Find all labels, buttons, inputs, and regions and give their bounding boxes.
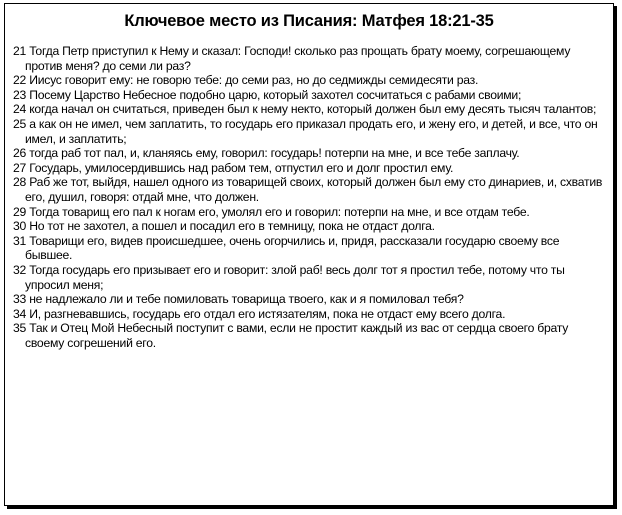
verse-25: 25 а как он не имел, чем заплатить, то государь его приказал продать его, и жену его, и детей, и все, что он имел, и заплатить; — [13, 116, 598, 146]
verse-26: 26 тогда раб тот пал, и, кланяясь ему, говорил: государь! потерпи на мне, и все тебе заплачу. — [13, 146, 520, 161]
verse-33: 33 не надлежало ли и тебе помиловать товарища твоего, как и я помиловал тебя? — [13, 292, 464, 307]
verse-21: 21 Тогда Петр приступил к Нему и сказал: Господи! сколько раз прощать брату моему, согрешающему против меня? до семи ли раз? — [13, 44, 571, 73]
passage-title: Ключевое место из Писания: Матфея 18:21-35 — [124, 12, 494, 30]
verse-27: 27 Государь, умилосердившись над рабом тем, отпустил его и долг простил ему. — [13, 160, 454, 175]
verse-23: 23 Посему Царство Небесное подобно царю, который захотел сосчитаться с рабами своими; — [13, 87, 522, 102]
verse-31: 31 Товарищи его, видев происшедшее, очень огорчились и, придя, рассказали государю своему все бывшее. — [13, 233, 560, 263]
verse-35: 35 Так и Отец Мой Небесный поступит с вами, если не простит каждый из вас от сердца своего брату своему согрешений его. — [13, 321, 569, 350]
verse-32: 32 Тогда государь его призывает его и говорит: злой раб! весь долг тот я простил тебе, потому что ты упросил меня; — [13, 262, 565, 292]
verse-34: 34 И, разгневавшись, государь его отдал его истязателям, пока не отдаст ему всего долга. — [13, 306, 506, 321]
verse-24: 24 когда начал он считаться, приведен был к нему некто, который должен был ему десять тысяч талантов; — [13, 102, 597, 117]
verse-list — [13, 44, 605, 350]
verse-22: 22 Иисус говорит ему: не говорю тебе: до семи раз, но до седмижды семидесяти раз. — [13, 73, 479, 88]
verse-29: 29 Тогда товарищ его пал к ногам его, умолял его и говорил: потерпи на мне, и все отдам тебе. — [13, 204, 530, 219]
verse-30: 30 Но тот не захотел, а пошел и посадил его в темницу, пока не отдаст долга. — [13, 219, 435, 234]
scripture-text-box — [4, 3, 614, 506]
verse-28: 28 Раб же тот, выйдя, нашел одного из товарищей своих, который должен был ему сто динариев, и, схватив его, душил, говоря: отдай мне, что должен. — [13, 175, 603, 204]
